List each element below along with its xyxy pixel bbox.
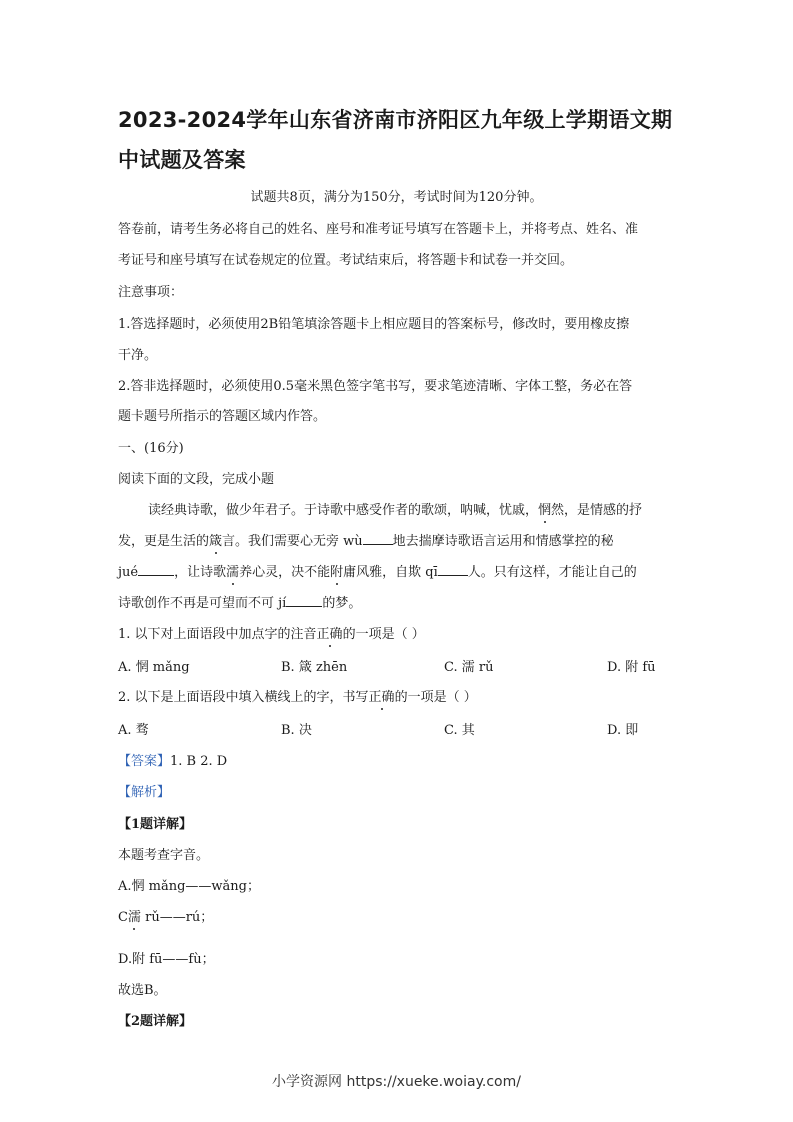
fill-blank: [438, 563, 468, 576]
note-2-line-1: 2.答非选择题时，必须使用0.5毫米黑色签字笔书写，要求笔迹清晰、字体工整，务必在答: [118, 379, 633, 394]
q2-option-c: C. 其: [444, 723, 475, 738]
passage-text: 言。我们需要心无旁 wù: [222, 534, 363, 549]
answer-text: 1. B 2. D: [170, 754, 228, 769]
q2-option-a: A. 骛: [118, 723, 149, 738]
exam-intro: 试题共8页，满分为150分，考试时间为120分钟。: [250, 190, 543, 205]
q2-option-d: D. 即: [607, 723, 639, 738]
detail-1-label: 【1题详解】: [118, 817, 193, 832]
section-1-prompt: 阅读下面的文段，完成小题: [118, 472, 275, 487]
dotted-char: 惘: [538, 503, 552, 518]
note-2-line-2: 题卡题号所指示的答题区域内作答。: [118, 409, 327, 424]
answer-line: [118, 750, 227, 769]
detail-text: C: [118, 910, 128, 925]
question-2-stem: [118, 686, 477, 705]
question-text: 的一项是（ ）: [342, 627, 425, 642]
detail-text: rǔ——rú；: [140, 910, 214, 925]
passage-line-4: [118, 592, 361, 611]
passage-text: 养心灵，决不能: [239, 565, 331, 580]
detail-2-label: 【2题详解】: [118, 1014, 193, 1029]
passage-text: 然，是情感的抒: [551, 503, 643, 518]
emphasized-word: 正确: [368, 690, 395, 705]
q1-option-b: B. 箴 zhēn: [281, 660, 348, 675]
passage-text: 人。只有这样，才能让自己的: [467, 565, 637, 580]
instructions-line-2: 考证号和座号填写在试卷规定的位置。考试结束后，将答题卡和试卷一并交回。: [118, 253, 574, 268]
emphasized-word: 正确: [316, 627, 343, 642]
detail-1-intro: 本题考查字音。: [118, 848, 210, 863]
dotted-char: 濡: [127, 910, 141, 925]
dotted-char: 濡: [226, 565, 240, 580]
watermark-footer: 小学资源网 https://xueke.woiay.com/: [272, 1074, 521, 1090]
question-text: 的一项是（ ）: [394, 690, 477, 705]
document-title: 2023-2024学年山东省济南市济阳区九年级上学期语文期中试题及答案: [118, 108, 673, 172]
question-text: 2. 以下是上面语段中填入横线上的字，书写: [118, 690, 369, 705]
section-1-heading: 一、(16分): [118, 441, 184, 456]
detail-1-option-d: D.附 fū——fù；: [118, 952, 215, 967]
passage-text: 诗歌创作不再是可望而不可 jí: [118, 596, 287, 611]
passage-line-3: [118, 561, 637, 580]
q2-option-b: B. 决: [281, 723, 312, 738]
passage-text: 的梦。: [322, 596, 362, 611]
detail-1-conclusion: 故选B。: [118, 983, 167, 998]
passage-text: 发，更是生活的: [118, 534, 210, 549]
fill-blank: [286, 594, 322, 607]
question-1-stem: [118, 623, 425, 642]
notes-heading: 注意事项：: [118, 285, 184, 300]
passage-text: jué: [118, 565, 139, 580]
q1-option-a: A. 惘 mǎng: [118, 660, 190, 675]
note-1-line-2: 干净。: [118, 348, 158, 363]
passage-line-1: [148, 499, 642, 518]
passage-text: 读经典诗歌，做少年君子。于诗歌中感受作者的歌颂，呐喊，忧戚，: [148, 503, 539, 518]
passage-text: ，让诗歌: [174, 565, 227, 580]
passage-text: 庸风雅，自欺 qī: [343, 565, 438, 580]
passage-text: 地去揣摩诗歌语言运用和情感掌控的秘: [392, 534, 614, 549]
analysis-label: 【解析】: [118, 785, 171, 800]
fill-blank: [363, 532, 393, 545]
dotted-char: 箴: [209, 534, 223, 549]
fill-blank: [138, 563, 174, 576]
detail-1-option-a: A.惘 mǎng——wǎng；: [118, 879, 260, 894]
instructions-line-1: 答卷前，请考生务必将自己的姓名、座号和准考证号填写在答题卡上，并将考点、姓名、准: [118, 222, 639, 237]
detail-1-option-c: [118, 906, 213, 925]
dotted-char: 附: [330, 565, 344, 580]
q1-option-d: D. 附 fū: [607, 660, 656, 675]
note-1-line-1: 1.答选择题时，必须使用2B铅笔填涂答题卡上相应题目的答案标号，修改时，要用橡皮擦: [118, 317, 630, 332]
question-text: 1. 以下对上面语段中加点字的注音: [118, 627, 317, 642]
passage-line-2: [118, 530, 614, 549]
answer-label: 【答案】: [118, 754, 171, 769]
q1-option-c: C. 濡 rǔ: [444, 660, 494, 675]
